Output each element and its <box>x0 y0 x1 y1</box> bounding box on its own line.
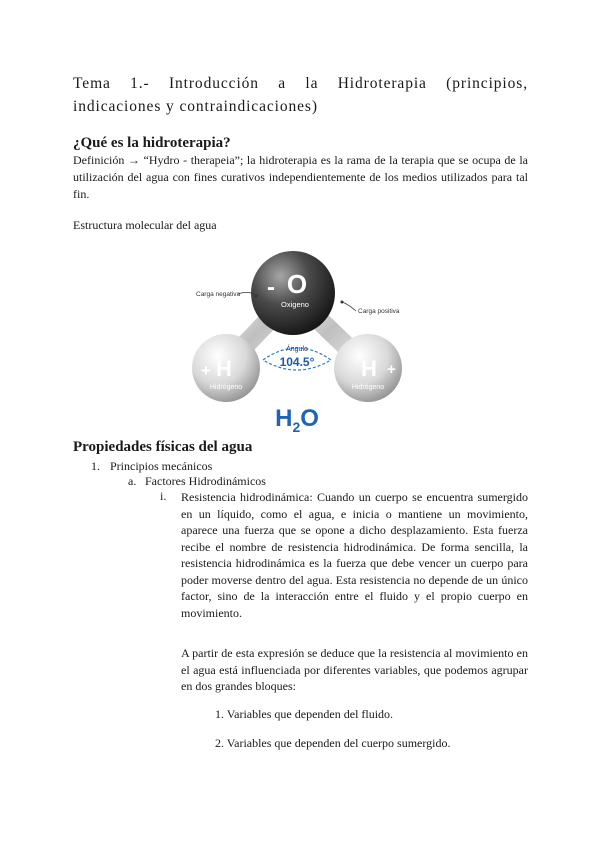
oxygen-name: Oxigeno <box>281 300 309 309</box>
oxygen-charge: - <box>267 274 275 301</box>
hydrogen-right-charge: + <box>387 361 396 378</box>
section-heading-properties: Propiedades físicas del agua <box>73 439 253 455</box>
hydrogen-left-symbol: H <box>216 356 232 381</box>
list-marker-i: i. <box>160 489 167 503</box>
definition-paragraph: Definición → “Hydro - therapeia”; la hidroterapia es la rama de la terapia que se ocupa de la utilización del agua con fines curativos independientemente de los medios utilizados para tal fin. <box>73 153 528 201</box>
positive-charge-label: Carga positiva <box>358 308 400 315</box>
page-title: Tema 1.- Introducción a la Hidroterapia (principios, indicaciones y contraindicaciones) <box>73 75 528 115</box>
figure-caption: Estructura molecular del agua <box>73 218 217 232</box>
angle-value: 104.5° <box>279 355 315 369</box>
list-item-principios <box>91 459 213 474</box>
list-marker-1: 1. <box>91 459 100 473</box>
hydrogen-left-name: Hidrógeno <box>209 384 243 391</box>
section-heading-what-is: ¿Qué es la hidroterapia? <box>73 135 231 151</box>
resistance-paragraph: Resistencia hidrodinámica: Cuando un cuerpo se encuentra sumergido en un líquido, como el agua, e inicia o mantiene un movimiento, aparece una fuerza que se opone a dicho desplazamiento. Esta fuerza recibe el nombre de resistencia hidrodinámica. De forma sencilla, la resistencia hidrodinámica es la fuerza que debe vencer un cuerpo para poder moverse dentro del agua. Esta resistencia no depende de un único factor, sino de la interacción entre el fluido y el propio cuerpo en movimiento. <box>181 490 528 620</box>
oxygen-symbol: O <box>286 269 308 299</box>
deduction-paragraph: A partir de esta expresión se deduce que la resistencia al movimiento en el agua está influenciada por diferentes variables, que podemos agrupar en dos grandes bloques: <box>181 646 528 693</box>
list-marker-a: a. <box>128 474 137 488</box>
hydrogen-right-symbol: H <box>361 356 377 381</box>
sublist-item: 2. Variables que dependen del cuerpo sumergido. <box>215 736 451 750</box>
negative-charge-label: Carga negativa <box>196 291 241 298</box>
sublist-item: 1. Variables que dependen del fluido. <box>215 707 394 721</box>
hydrogen-right-name: Hidrógeno <box>351 384 385 391</box>
hydrogen-left-charge: + <box>201 361 211 380</box>
formula-h2o: $H_2O$ <box>275 405 319 435</box>
angle-label: Ángulo <box>286 346 308 353</box>
water-molecule-figure <box>178 240 436 436</box>
list-item-factores <box>128 474 266 489</box>
list-item-label: Factores Hidrodinámicos <box>145 474 266 488</box>
list-item-label: Principios mecánicos <box>110 459 213 473</box>
